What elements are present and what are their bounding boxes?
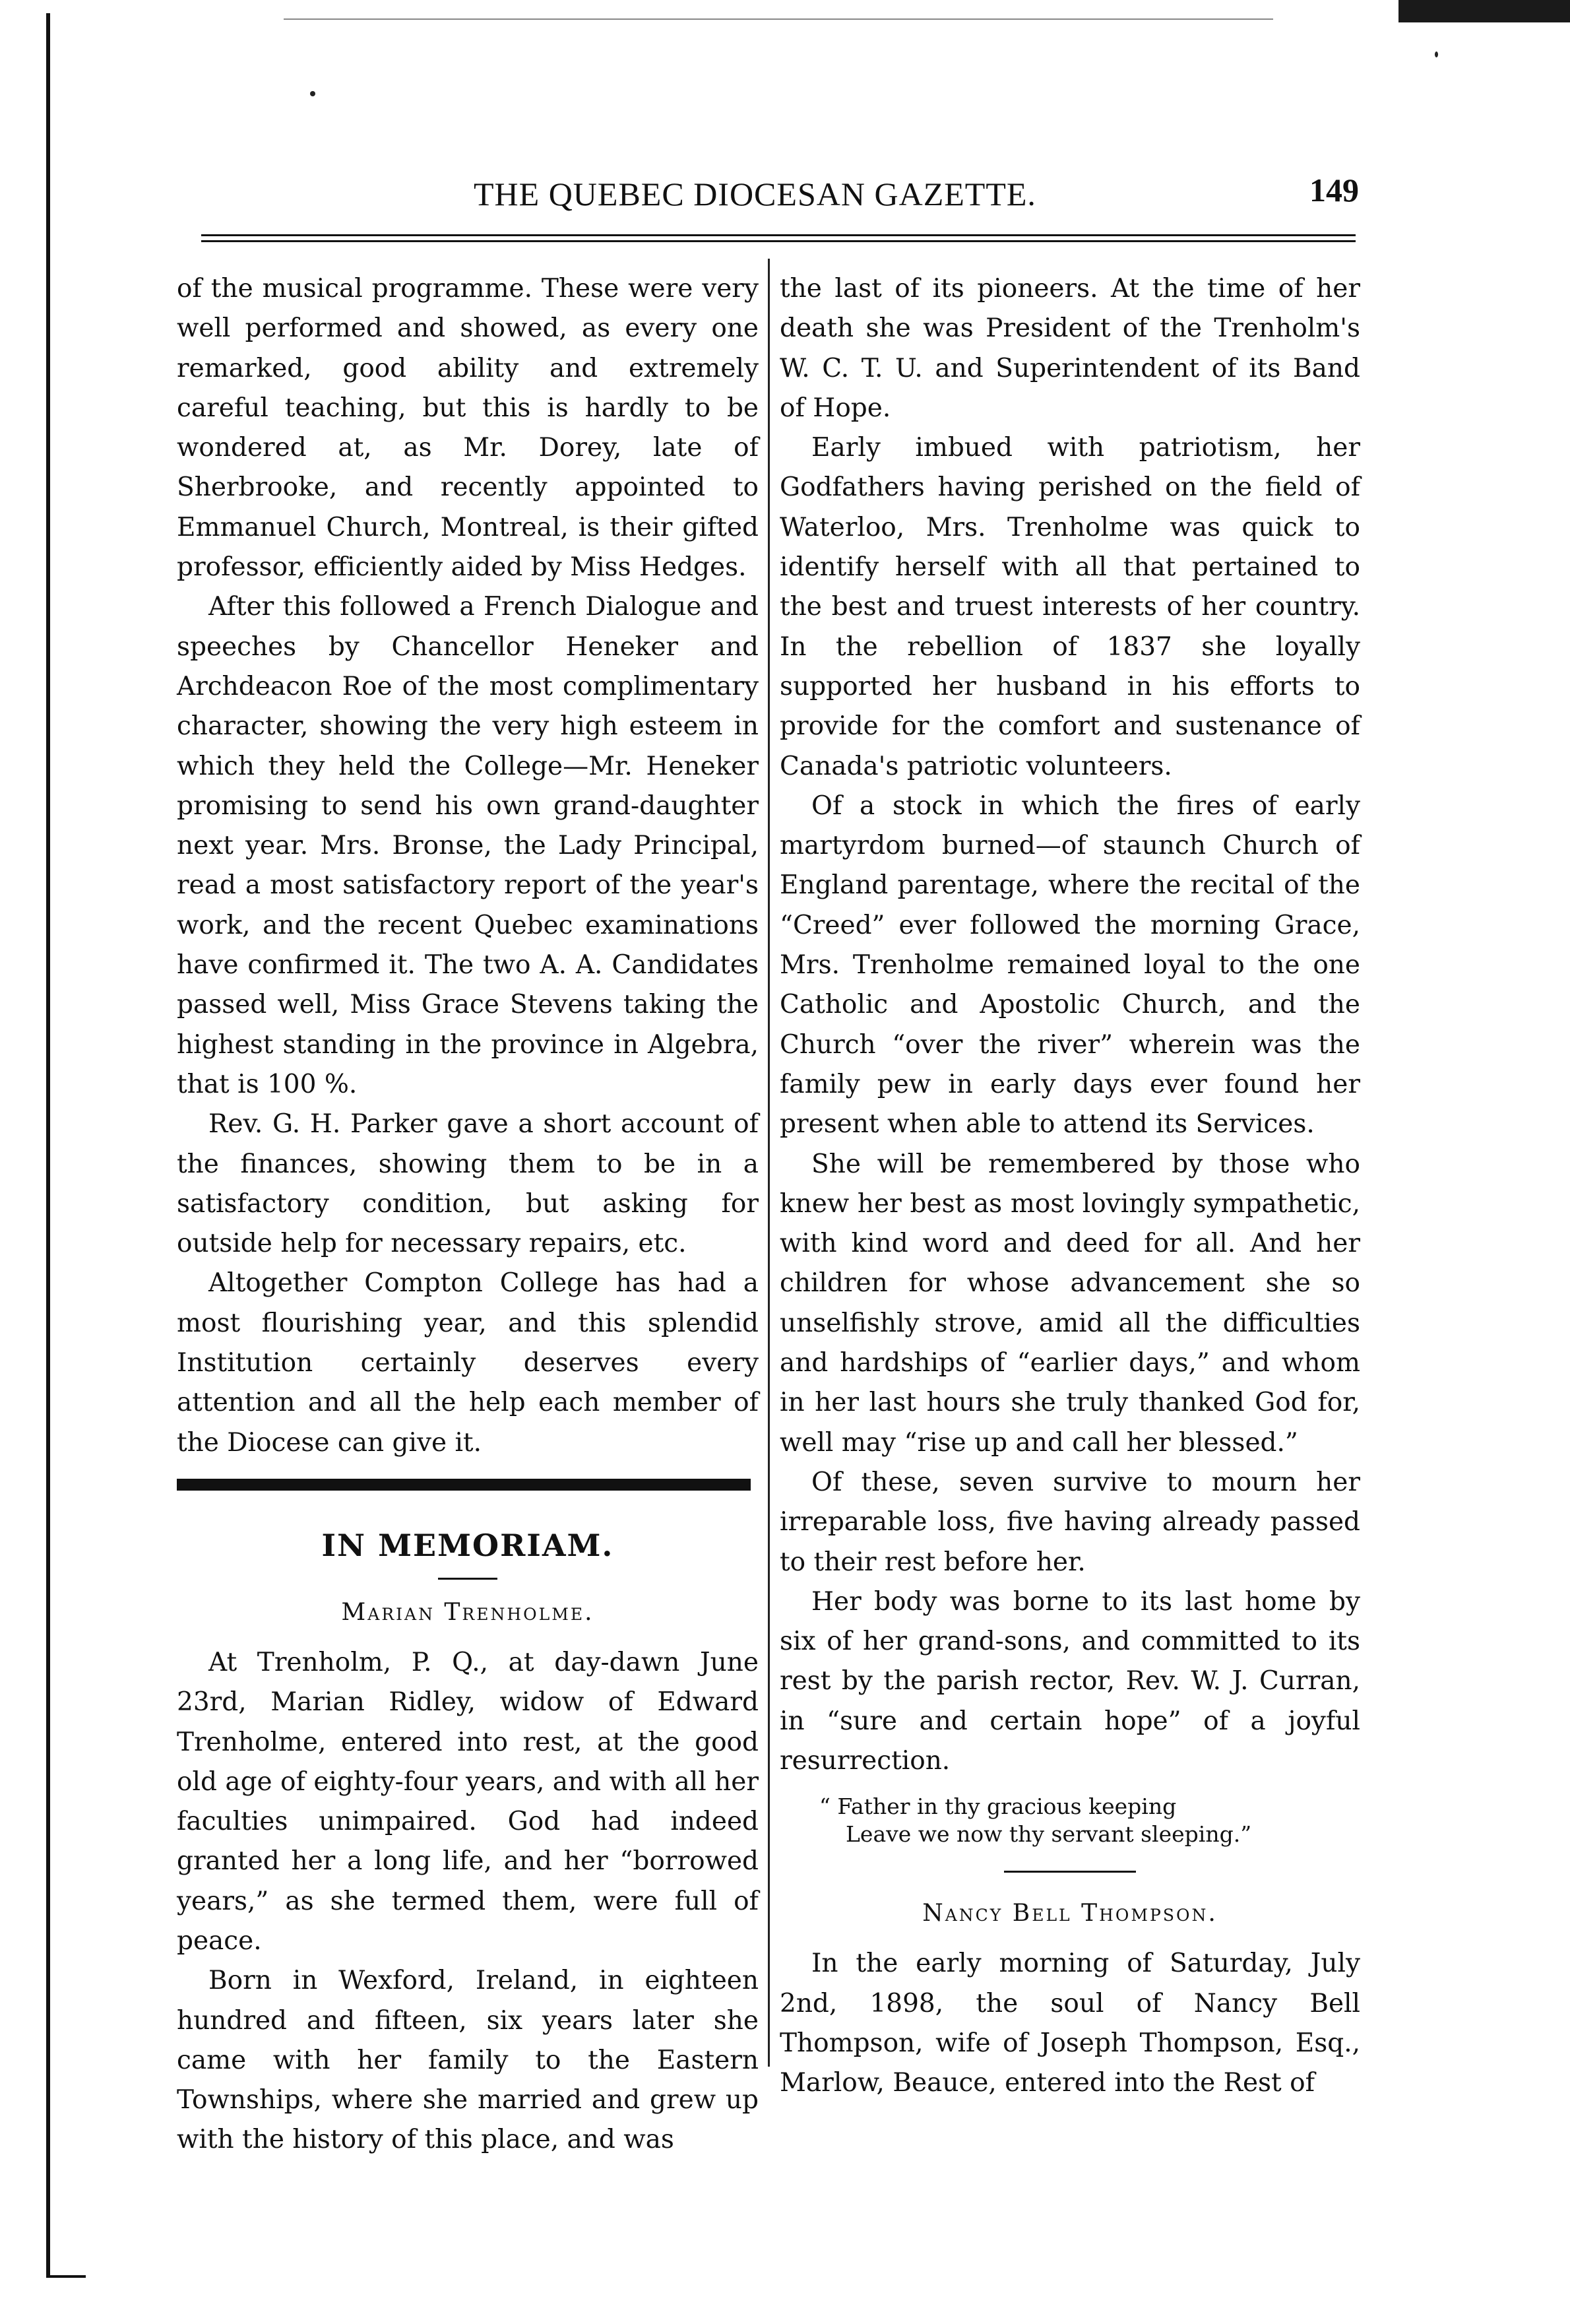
verse-quote — [819, 1793, 1360, 1848]
column-divider — [768, 259, 770, 2067]
section-title: IN MEMORIAM. — [321, 1527, 614, 1563]
paragraph: the last of its pioneers. At the time of her death she was President of the Trenholm's W. C. T. U. and Superintendent of its Band of Hope. — [780, 274, 1360, 423]
paragraph: At Trenholm, P. Q., at day-dawn June 23rd, Marian Ridley, widow of Edward Trenholme, entered into rest, at the good old age of eighty-four years, and with all her faculties unimpaired. God had indeed granted her a long life, and her “borrowed years,” as she termed them, were full of peace. — [177, 1647, 759, 1956]
section-divider — [177, 1479, 751, 1491]
paragraph: Of these, seven survive to mourn her irreparable loss, five having already passed to their rest before her. — [780, 1467, 1360, 1577]
page-number: 149 — [1309, 172, 1359, 209]
scan-speck — [1435, 51, 1438, 57]
short-rule — [1004, 1871, 1136, 1873]
paragraph: Early imbued with patriotism, her Godfathers having perished on the field of Waterloo, Mrs. Trenholme was quick to identify herself with all that pertained to the best and truest interests of her country. In the rebellion of 1837 she loyally supported her husband in his efforts to provide for the comfort and sustenance of Canada's patriotic volunteers. — [780, 433, 1360, 781]
paragraph: Of a stock in which the fires of early martyrdom burned—of staunch Church of England parentage, where the recital of the “Creed” ever followed the morning Grace, Mrs. Trenholme remained loyal to the one Catholic and Apostolic Church, and the Church “over the river” wherein was the family pew in early days ever found her present when able to attend its Services. — [780, 791, 1360, 1140]
page-title: THE QUEBEC DIOCESAN GAZETTE. — [474, 176, 1036, 212]
paragraph: Altogether Compton College has had a most flourishing year, and this splendid Institution certainly deserves every attention and all the help each member of the Diocese can give it. — [177, 1268, 759, 1458]
scan-speck — [310, 91, 315, 96]
scan-top-blot — [1398, 0, 1570, 22]
paragraph: of the musical programme. These were very well performed and showed, as every one remarked, good ability and extremely careful teaching, but this is hardly to be wondered at, as Mr. Dorey, late of Sherbrooke, and recently appointed to Emmanuel Church, Montreal, is their gifted professor, efficiently aided by Miss Hedges. — [177, 274, 759, 583]
verse-line: Leave we now thy servant sleeping.” — [846, 1821, 1252, 1848]
short-rule — [438, 1578, 497, 1580]
paragraph: Born in Wexford, Ireland, in eighteen hundred and fifteen, six years later she came with her family to the Eastern Townships, where she married and grew up with the history of this place, and was — [177, 1966, 759, 2155]
memoriam-name: Nancy Bell Thompson. — [922, 1900, 1218, 1927]
left-column — [177, 269, 759, 2160]
scan-border-left — [46, 13, 50, 2276]
paragraph: In the early morning of Saturday, July 2nd, 1898, the soul of Nancy Bell Thompson, wife of Joseph Thompson, Esq., Marlow, Beauce, entered into the Rest of — [780, 1949, 1360, 2098]
right-column — [780, 269, 1360, 2103]
page-header — [396, 172, 1359, 214]
scan-top-line — [284, 18, 1273, 20]
paragraph: After this followed a French Dialogue and speeches by Chancellor Heneker and Archdeacon Roe of the most complimentary character, showing the very high esteem in which they held the College—Mr. Heneker promising to send his own grand-daughter next year. Mrs. Bronse, the Lady Principal, read a most satisfactory report of the year's work, and the recent Quebec examinations have confirmed it. The two A. A. Candidates passed well, Miss Grace Stevens taking the highest standing in the province in Algebra, that is 100 %. — [177, 592, 759, 1099]
paragraph: Her body was borne to its last home by six of her grand-sons, and committed to its rest by the parish rector, Rev. W. J. Curran, in “sure and certain hope” of a joyful resurrection. — [780, 1586, 1360, 1776]
paragraph: She will be remembered by those who knew her best as most lovingly sympathetic, with kind word and deed for all. And her children for whose advancement she so unselfishly strove, amid all the difficulties and hardships of “earlier days,” and whom in her last hours she truly thanked God for, well may “rise up and call her blessed.” — [780, 1149, 1360, 1458]
header-double-rule — [201, 234, 1356, 242]
memoriam-name: Marian Trenholme. — [341, 1598, 594, 1626]
paragraph: Rev. G. H. Parker gave a short account of the finances, showing them to be in a satisfactory condition, but asking for outside help for necessary repairs, etc. — [177, 1109, 759, 1259]
verse-line: “ Father in thy gracious keeping — [819, 1793, 1177, 1820]
scan-border-bottom — [46, 2275, 86, 2278]
